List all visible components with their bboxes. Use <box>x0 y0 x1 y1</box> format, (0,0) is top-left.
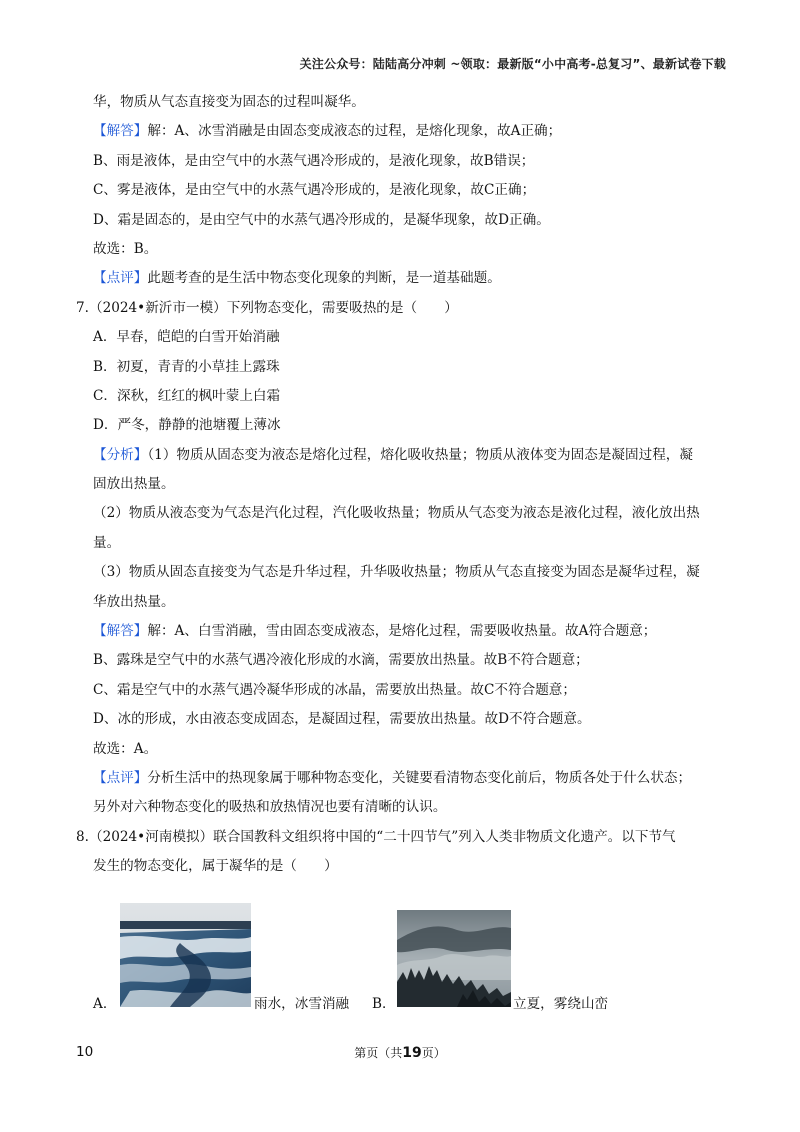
analysis-tag: 【分析】 <box>93 446 148 463</box>
q7-number: 7. <box>76 299 89 316</box>
q8-image-options <box>93 900 713 1010</box>
q6-answer-line-b: B、雨是液体，是由空气中的水蒸气遇冷形成的，是液化现象，故B错误； <box>93 152 535 169</box>
q7-analysis-1a: 【分析】（1）物质从固态变为液态是熔化过程，熔化吸收热量；物质从液体变为固态是凝固过程，凝 <box>93 446 693 463</box>
q7-analysis-2a: （2）物质从液态变为气态是汽化过程，汽化吸收热量；物质从气态变为液态是液化过程，液化放出热 <box>93 505 700 522</box>
q7-analysis-1b: 固放出热量。 <box>93 476 175 493</box>
q7-analysis-2b: 量。 <box>93 534 121 551</box>
q7-answer-line-a: 【解答】解：A、白雪消融，雪由固态变成液态，是熔化过程，需要吸收热量。故A符合题意； <box>93 623 657 640</box>
q7-comment-1: 【点评】分析生活中的热现象属于哪种物态变化，关键要看清物态变化前后，物质各处于什么状态； <box>93 769 692 786</box>
q8-option-b-caption: 立夏，雾绕山峦 <box>513 996 609 1012</box>
mist-mountain-photo <box>397 910 511 1007</box>
q7-analysis-3a: （3）物质从固态直接变为气态是升华过程，升华吸收热量；物质从气态直接变为固态是凝华过程，凝 <box>93 564 700 581</box>
q8-number: 8. <box>76 828 89 845</box>
q8-option-b-label: B． <box>372 996 396 1012</box>
q7-answer-line-b: B、露珠是空气中的水蒸气遇冷液化形成的水滴，需要放出热量。故B不符合题意； <box>93 652 589 669</box>
q8-stem-1: 8.（2024•河南模拟）联合国教科文组织将中国的“二十四节气”列入人类非物质文化遗产。以下节气 <box>76 828 676 845</box>
q7-option-b: B．初夏，青青的小草挂上露珠 <box>93 358 280 375</box>
q7-choice: 故选：A。 <box>93 740 158 757</box>
q8-option-a-label: A． <box>93 996 117 1012</box>
answer-tag: 【解答】 <box>93 623 148 640</box>
q6-choice: 故选：B。 <box>93 240 158 257</box>
q7-stem: 7.（2024•新沂市一模）下列物态变化，需要吸热的是（ ） <box>76 299 458 316</box>
q7-option-a: A．早春，皑皑的白雪开始消融 <box>93 329 280 346</box>
q7-answer-line-c: C、霜是空气中的水蒸气遇冷凝华形成的冰晶，需要放出热量。故C不符合题意； <box>93 681 576 698</box>
comment-tag: 【点评】 <box>93 769 148 786</box>
q6-answer-line-d: D、霜是固态的，是由空气中的水蒸气遇冷形成的，是凝华现象，故D正确。 <box>93 211 550 228</box>
page-footer: 第页（共19页） <box>354 1045 446 1061</box>
q6-answer-line-a: 【解答】解：A、冰雪消融是由固态变成液态的过程，是熔化现象，故A正确； <box>93 123 562 140</box>
q8-option-a-caption: 雨水，冰雪消融 <box>254 996 350 1012</box>
q7-option-c: C．深秋，红红的枫叶蒙上白霜 <box>93 387 281 404</box>
q6-explanation-line: 华，物质从气态直接变为固态的过程叫凝华。 <box>93 94 365 110</box>
total-pages: 19 <box>402 1045 422 1061</box>
q7-comment-2: 另外对六种物态变化的吸热和放热情况也要有清晰的认识。 <box>93 799 447 816</box>
q7-option-d: D．严冬，静静的池塘覆上薄冰 <box>93 417 281 434</box>
comment-tag: 【点评】 <box>93 270 148 287</box>
q6-answer-line-c: C、雾是液体，是由空气中的水蒸气遇冷形成的，是液化现象，故C正确； <box>93 182 536 199</box>
page-header: 关注公众号：陆陆高分冲刺 ~领取：最新版“小中高考-总复习”、最新试卷下载 <box>299 57 726 71</box>
ice-melting-photo <box>120 903 251 1007</box>
q6-comment: 【点评】此题考查的是生活中物态变化现象的判断，是一道基础题。 <box>93 270 501 287</box>
q7-answer-line-d: D、冰的形成，水由液态变成固态，是凝固过程，需要放出热量。故D不符合题意。 <box>93 711 591 728</box>
answer-tag: 【解答】 <box>93 123 148 140</box>
q7-analysis-3b: 华放出热量。 <box>93 593 175 610</box>
q8-stem-2: 发生的物态变化，属于凝华的是（ ） <box>93 858 338 875</box>
page-number-left: 10 <box>76 1044 94 1060</box>
page-content <box>76 88 726 882</box>
